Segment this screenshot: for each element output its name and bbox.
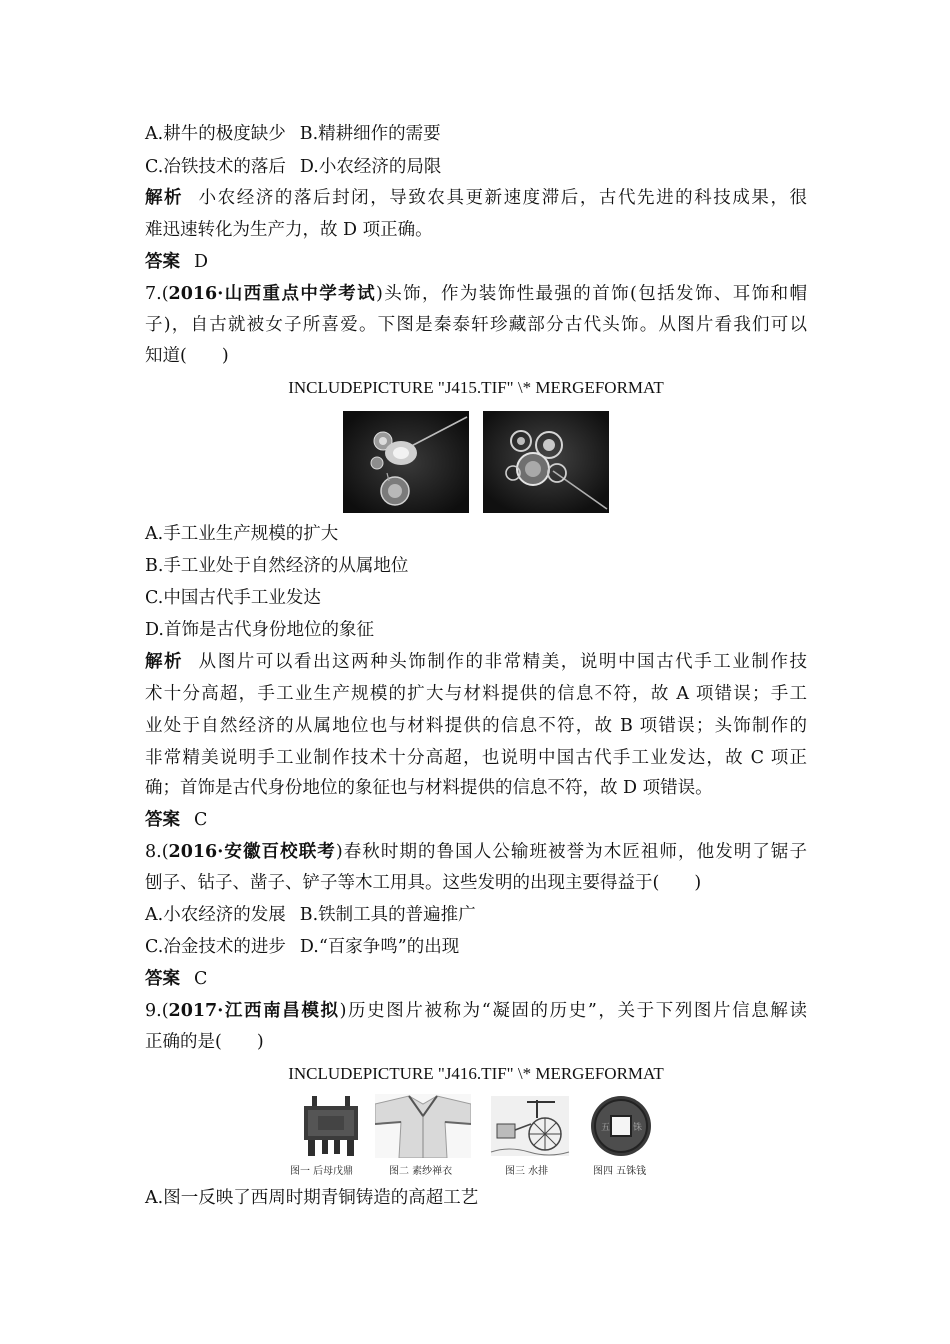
q7-source-close: ) <box>376 284 383 304</box>
q6-analysis-line-1 <box>145 186 807 210</box>
q6-option-d: D.小农经济的局限 <box>299 157 442 177</box>
q9-stem-line-1 <box>145 999 807 1023</box>
q8-stem-line-2: 刨子、钻子、凿子、铲子等木工用具。这些发明的出现主要得益于( ) <box>145 873 702 893</box>
q9-fig3-waterwheel-image <box>489 1094 571 1158</box>
q7-option-c: C.中国古代手工业发达 <box>145 588 321 608</box>
q7-option-a: A.手工业生产规模的扩大 <box>145 524 339 544</box>
q9-include-field: INCLUDEPICTURE "J416.TIF" \* MERGEFORMAT <box>288 1064 664 1083</box>
q6-answer-value: D <box>194 252 209 272</box>
q8-option-c: C.冶金技术的进步 <box>145 937 286 957</box>
q9-stem-line-2: 正确的是( ) <box>145 1032 264 1052</box>
q9-fig4-caption: 图四 五铢钱 <box>593 1166 647 1177</box>
q6-option-c: C.冶铁技术的落后 <box>145 157 286 177</box>
q9-fig1-caption: 图一 后母戊鼎 <box>290 1166 354 1177</box>
q9-fig2-caption: 图二 素纱禅衣 <box>389 1166 453 1177</box>
q8-answer-value: C <box>194 969 208 989</box>
q7-answer-value: C <box>194 810 208 830</box>
q7-source: 2016·山西重点中学考试 <box>168 284 376 304</box>
q8-option-b: B.铁制工具的普遍推广 <box>299 905 476 925</box>
svg-text:五: 五 <box>601 1123 611 1133</box>
q7-analysis-line-1 <box>145 650 807 674</box>
q9-option-a: A.图一反映了西周时期青铜铸造的高超工艺 <box>145 1188 479 1208</box>
q9-fig4-coin-image <box>589 1094 653 1158</box>
q8-source-close: ) <box>335 842 343 862</box>
q8-number: 8.( <box>145 842 169 862</box>
q8-stem-text-1: 春秋时期的鲁国人公输班被誉为木匠祖师，他发明了锯子 <box>342 842 807 862</box>
q6-analysis-label: 解析 <box>145 188 184 208</box>
q6-options-ab <box>145 122 807 146</box>
q6-analysis-text-1: 小农经济的落后封闭，导致农具更新速度滞后，古代先进的科技成果，很 <box>197 188 808 208</box>
q6-answer <box>145 250 807 274</box>
q7-option-b: B.手工业处于自然经济的从属地位 <box>145 556 409 576</box>
q9-fig2-robe-image <box>375 1094 471 1158</box>
q7-stem-line-2: 子)，自古就被女子所喜爱。下图是秦泰轩珍藏部分古代头饰。从图片看我们可以 <box>145 315 807 335</box>
q7-answer-label: 答案 <box>145 810 180 830</box>
q7-stem-text-1: 头饰，作为装饰性最强的首饰(包括发饰、耳饰和帽 <box>382 284 807 304</box>
q9-fig3-caption: 图三 水排 <box>505 1166 549 1177</box>
q7-analysis-line-2: 术十分高超，手工业生产规模的扩大与材料提供的信息不符，故 A 项错误；手工 <box>145 684 807 704</box>
q8-options-cd <box>145 935 807 959</box>
q7-hairpin-photo-1 <box>343 411 469 513</box>
q9-source-close: ) <box>339 1001 347 1021</box>
q7-number: 7.( <box>145 284 169 304</box>
q7-analysis-line-5: 确；首饰是古代身份地位的象征也与材料提供的信息不符，故 D 项错误。 <box>145 778 713 798</box>
q8-source: 2016·安徽百校联考 <box>168 842 336 862</box>
q6-answer-label: 答案 <box>145 252 180 272</box>
q7-analysis-label: 解析 <box>145 652 184 672</box>
q9-fig1-ding-image <box>298 1094 364 1158</box>
q9-number: 9.( <box>145 1001 169 1021</box>
q7-hairpin-photo-2 <box>483 411 609 513</box>
q8-option-a: A.小农经济的发展 <box>145 905 286 925</box>
q7-stem-line-3: 知道( ) <box>145 346 229 366</box>
q9-source: 2017·江西南昌模拟 <box>168 1001 340 1021</box>
q7-stem-line-1 <box>145 282 807 306</box>
q8-answer-label: 答案 <box>145 969 180 989</box>
q7-analysis-line-4: 非常精美说明手工业制作技术十分高超，也说明中国古代手工业发达，故 C 项正 <box>145 748 807 768</box>
q6-option-b: B.精耕细作的需要 <box>299 124 441 144</box>
q6-option-a: A.耕牛的极度缺少 <box>145 124 286 144</box>
q6-options-cd <box>145 155 807 179</box>
q6-analysis-line-2: 难迅速转化为生产力，故 D 项正确。 <box>145 220 433 240</box>
q8-options-ab <box>145 903 807 927</box>
q8-answer <box>145 967 807 991</box>
q7-analysis-line-3: 业处于自然经济的从属地位也与材料提供的信息不符，故 B 项错误；头饰制作的 <box>145 716 807 736</box>
q8-stem-line-1 <box>145 840 807 864</box>
q7-analysis-text-1: 从图片可以看出这两种头饰制作的非常精美，说明中国古代手工业制作技 <box>197 652 808 672</box>
svg-text:铢: 铢 <box>633 1123 643 1133</box>
q7-include-field: INCLUDEPICTURE "J415.TIF" \* MERGEFORMAT <box>288 378 664 397</box>
q8-option-d: D.“百家争鸣”的出现 <box>299 937 460 957</box>
q9-stem-text-1: 历史图片被称为“凝固的历史”，关于下列图片信息解读 <box>346 1001 807 1021</box>
q7-option-d: D.首饰是古代身份地位的象征 <box>145 620 374 640</box>
q7-answer <box>145 808 807 832</box>
